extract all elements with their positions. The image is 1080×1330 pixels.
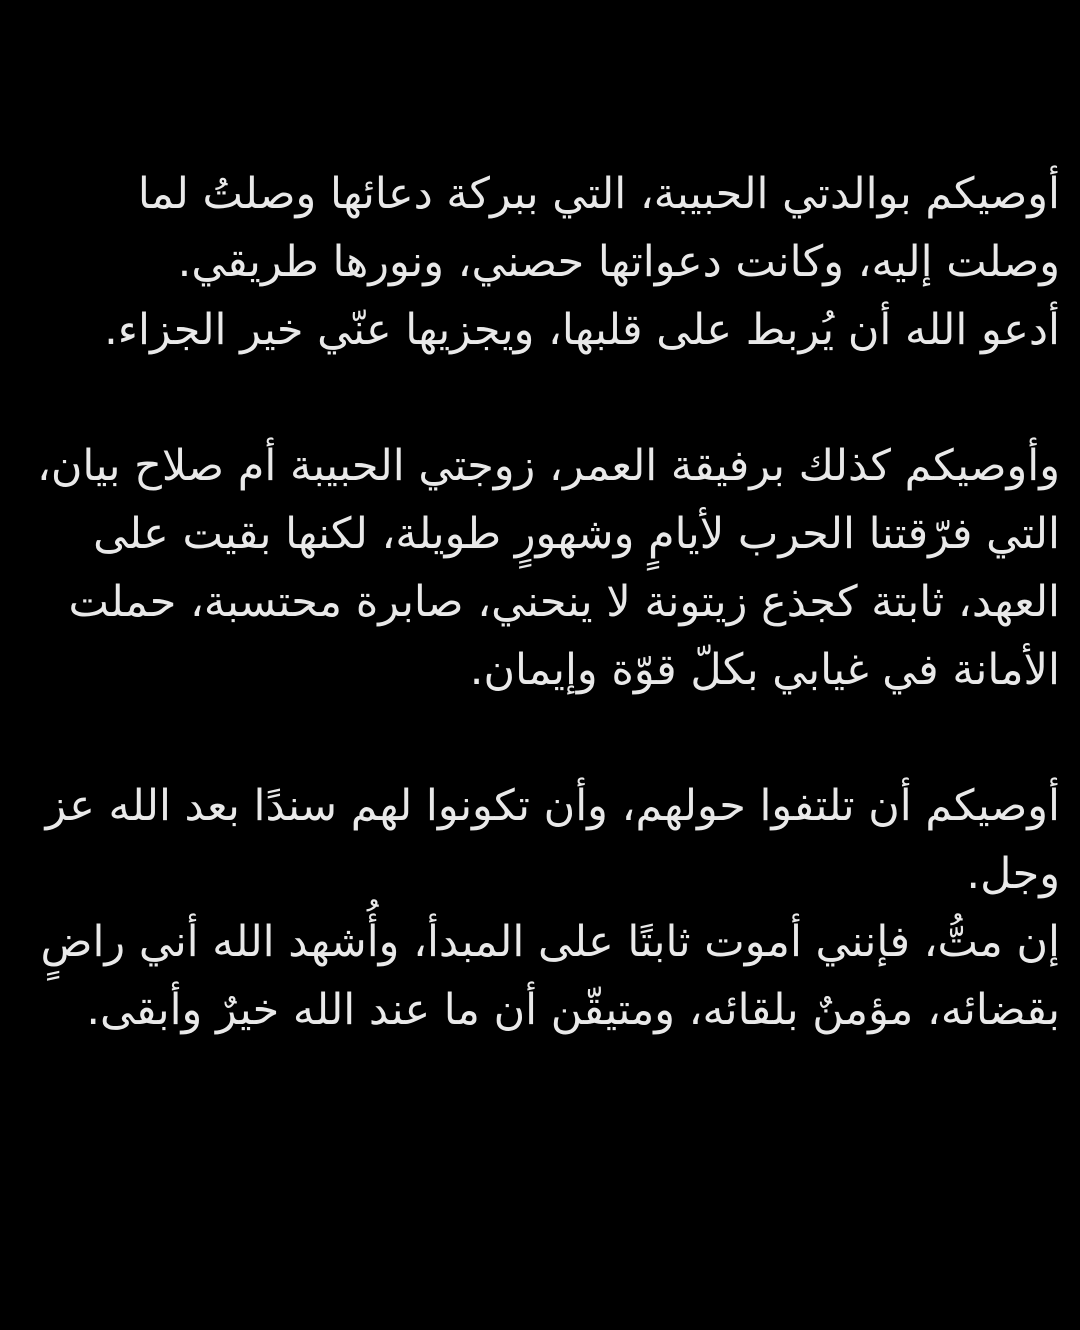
- message-text: [10, 160, 1060, 1044]
- text-line: أوصيكم بوالدتي الحبيبة، التي ببركة دعائها وصلتُ لما: [137, 169, 1060, 219]
- paragraph-gap: [10, 704, 1060, 772]
- paragraph-closing: [10, 772, 1060, 1044]
- text-line: وصلت إليه، وكانت دعواتها حصني، ونورها طريقي.: [177, 237, 1060, 287]
- text-line: أوصيكم أن تلتفوا حولهم، وأن تكونوا لهم سندًا بعد الله عز: [45, 781, 1060, 831]
- text-line: الأمانة في غيابي بكلّ قوّة وإيمان.: [469, 645, 1060, 695]
- text-line: إن متُّ، فإنني أموت ثابتًا على المبدأ، وأُشهد الله أني راضٍ: [40, 917, 1060, 967]
- paragraph-mother: [10, 160, 1060, 364]
- paragraph-gap: [10, 364, 1060, 432]
- text-line: التي فرّقتنا الحرب لأيامٍ وشهورٍ طويلة، لكنها بقيت على: [93, 509, 1060, 559]
- text-line: العهد، ثابتة كجذع زيتونة لا ينحني، صابرة محتسبة، حملت: [68, 577, 1060, 627]
- text-line: بقضائه، مؤمنٌ بلقائه، ومتيقّن أن ما عند الله خيرٌ وأبقى.: [86, 985, 1060, 1035]
- text-line: وأوصيكم كذلك برفيقة العمر، زوجتي الحبيبة أم صلاح بيان،: [36, 441, 1060, 491]
- text-line: أدعو الله أن يُربط على قلبها، ويجزيها عنّي خير الجزاء.: [104, 305, 1060, 355]
- text-line: وجل.: [966, 849, 1060, 899]
- paragraph-wife: [10, 432, 1060, 704]
